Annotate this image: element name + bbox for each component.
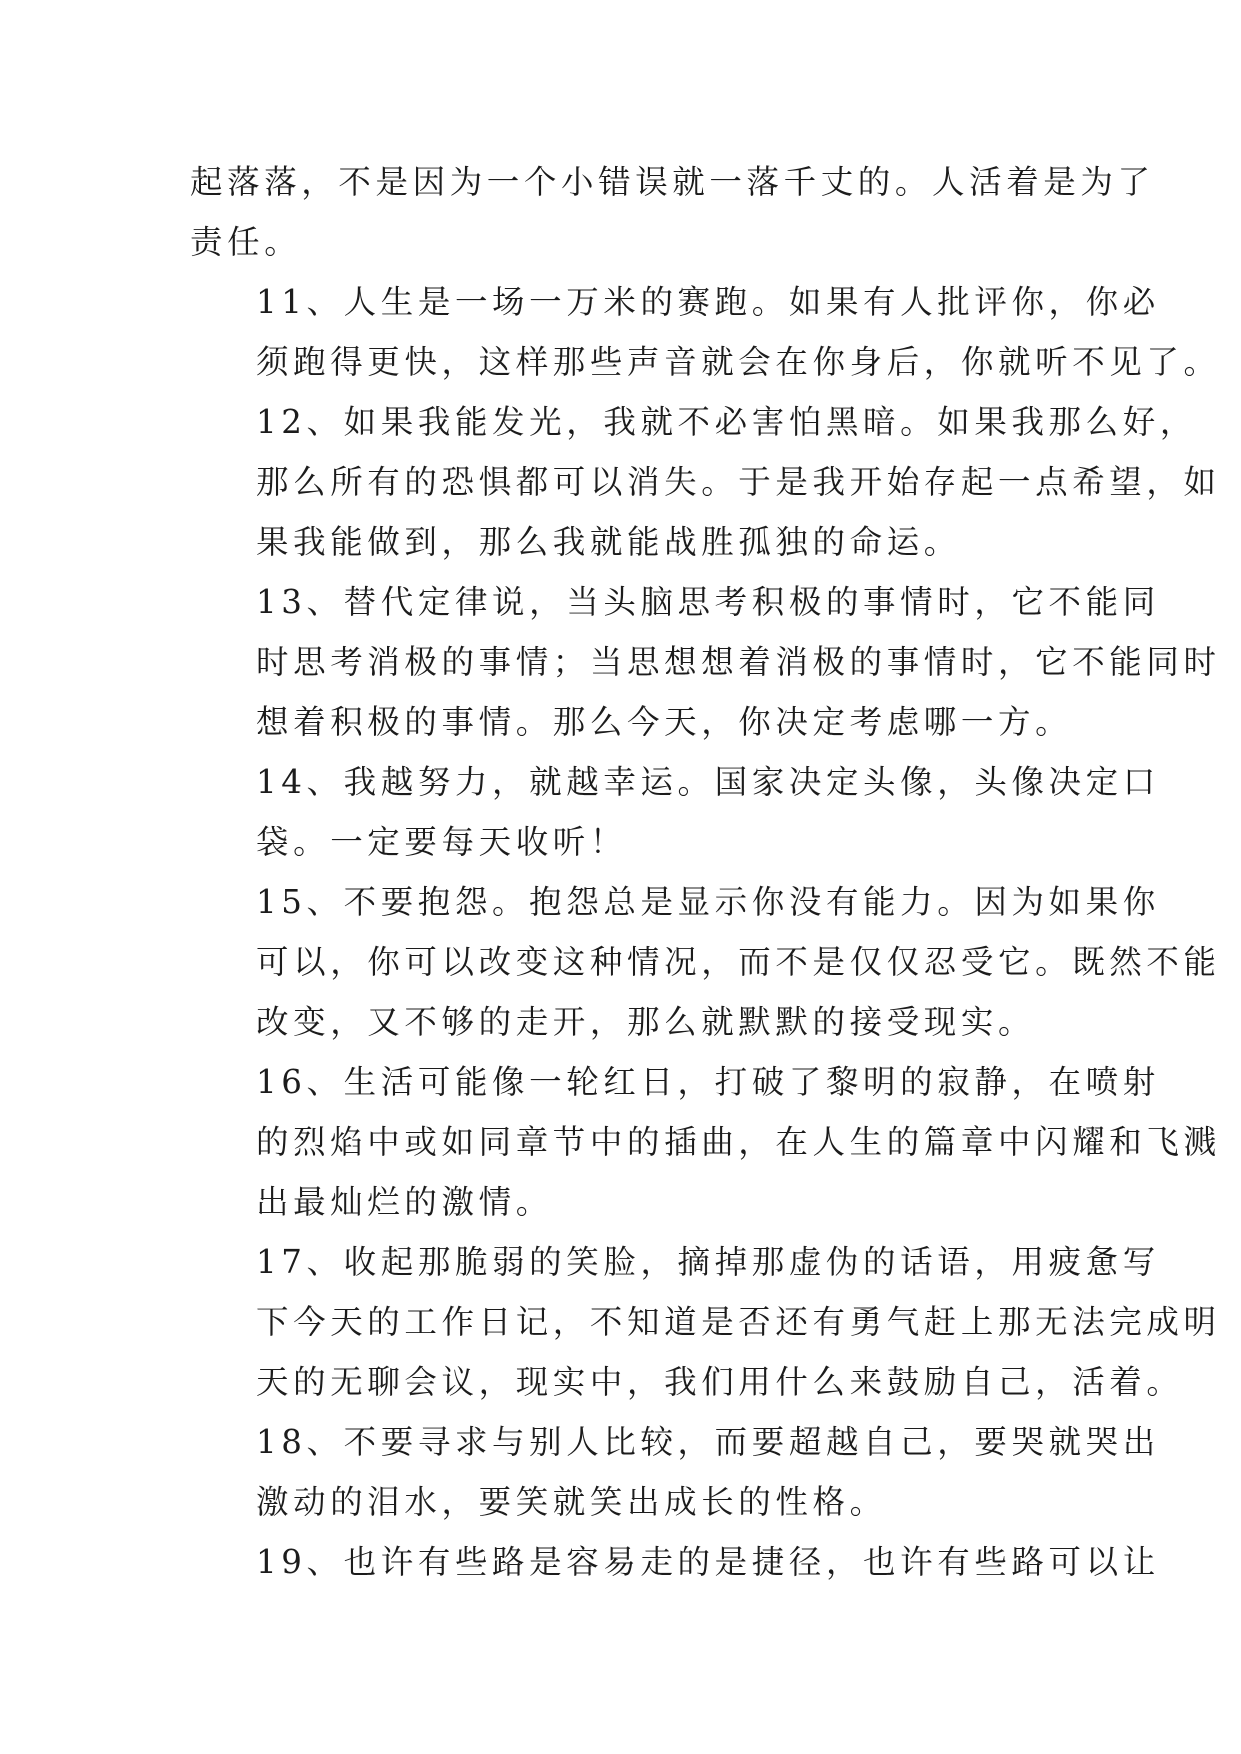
- text-line: 的烈焰中或如同章节中的插曲，在人生的篇章中闪耀和飞溅: [256, 1123, 1221, 1161]
- text-line: 13、替代定律说，当头脑思考积极的事情时，它不能同: [256, 583, 1160, 621]
- document-body: [190, 152, 1221, 1592]
- paragraph: [190, 1232, 1221, 1412]
- text-line: 16、生活可能像一轮红日，打破了黎明的寂静，在喷射: [256, 1063, 1160, 1101]
- text-line: 14、我越努力，就越幸运。国家决定头像，头像决定口: [256, 763, 1160, 801]
- text-line: 12、如果我能发光，我就不必害怕黑暗。如果我那么好，: [256, 403, 1197, 441]
- text-line: 果我能做到，那么我就能战胜孤独的命运。: [256, 523, 961, 561]
- paragraph: [190, 272, 1221, 392]
- text-line: 可以，你可以改变这种情况，而不是仅仅忍受它。既然不能: [256, 943, 1221, 981]
- text-line: 起落落，不是因为一个小错误就一落千丈的。人活着是为了: [190, 163, 1155, 201]
- text-line: 须跑得更快，这样那些声音就会在你身后，你就听不见了。: [256, 343, 1221, 381]
- text-line: 11、人生是一场一万米的赛跑。如果有人批评你，你必: [256, 283, 1160, 321]
- text-line: 时思考消极的事情；当思想想着消极的事情时，它不能同时: [256, 643, 1221, 681]
- paragraph: [190, 752, 1160, 872]
- text-line: 激动的泪水，要笑就笑出成长的性格。: [256, 1483, 887, 1521]
- text-line: 改变，又不够的走开，那么就默默的接受现实。: [256, 1003, 1036, 1041]
- text-line: 责任。: [190, 223, 302, 261]
- paragraph: [190, 1532, 1160, 1592]
- paragraph: [190, 1412, 1160, 1532]
- text-line: 出最灿烂的激情。: [256, 1183, 553, 1221]
- text-line: 下今天的工作日记，不知道是否还有勇气赶上那无法完成明: [256, 1303, 1221, 1341]
- paragraph: [190, 572, 1221, 752]
- text-line: 那么所有的恐惧都可以消失。于是我开始存起一点希望，如: [256, 463, 1221, 501]
- text-line: 袋。一定要每天收听！: [256, 823, 628, 861]
- paragraph: [190, 152, 1155, 272]
- text-line: 19、也许有些路是容易走的是捷径，也许有些路可以让: [256, 1543, 1160, 1581]
- text-line: 17、收起那脆弱的笑脸，摘掉那虚伪的话语，用疲惫写: [256, 1243, 1160, 1281]
- text-line: 天的无聊会议，现实中，我们用什么来鼓励自己，活着。: [256, 1363, 1184, 1401]
- text-line: 15、不要抱怨。抱怨总是显示你没有能力。因为如果你: [256, 883, 1160, 921]
- paragraph: [190, 1052, 1221, 1232]
- paragraph: [190, 872, 1221, 1052]
- text-line: 想着积极的事情。那么今天，你决定考虑哪一方。: [256, 703, 1073, 741]
- text-line: 18、不要寻求与别人比较，而要超越自己，要哭就哭出: [256, 1423, 1160, 1461]
- paragraph: [190, 392, 1221, 572]
